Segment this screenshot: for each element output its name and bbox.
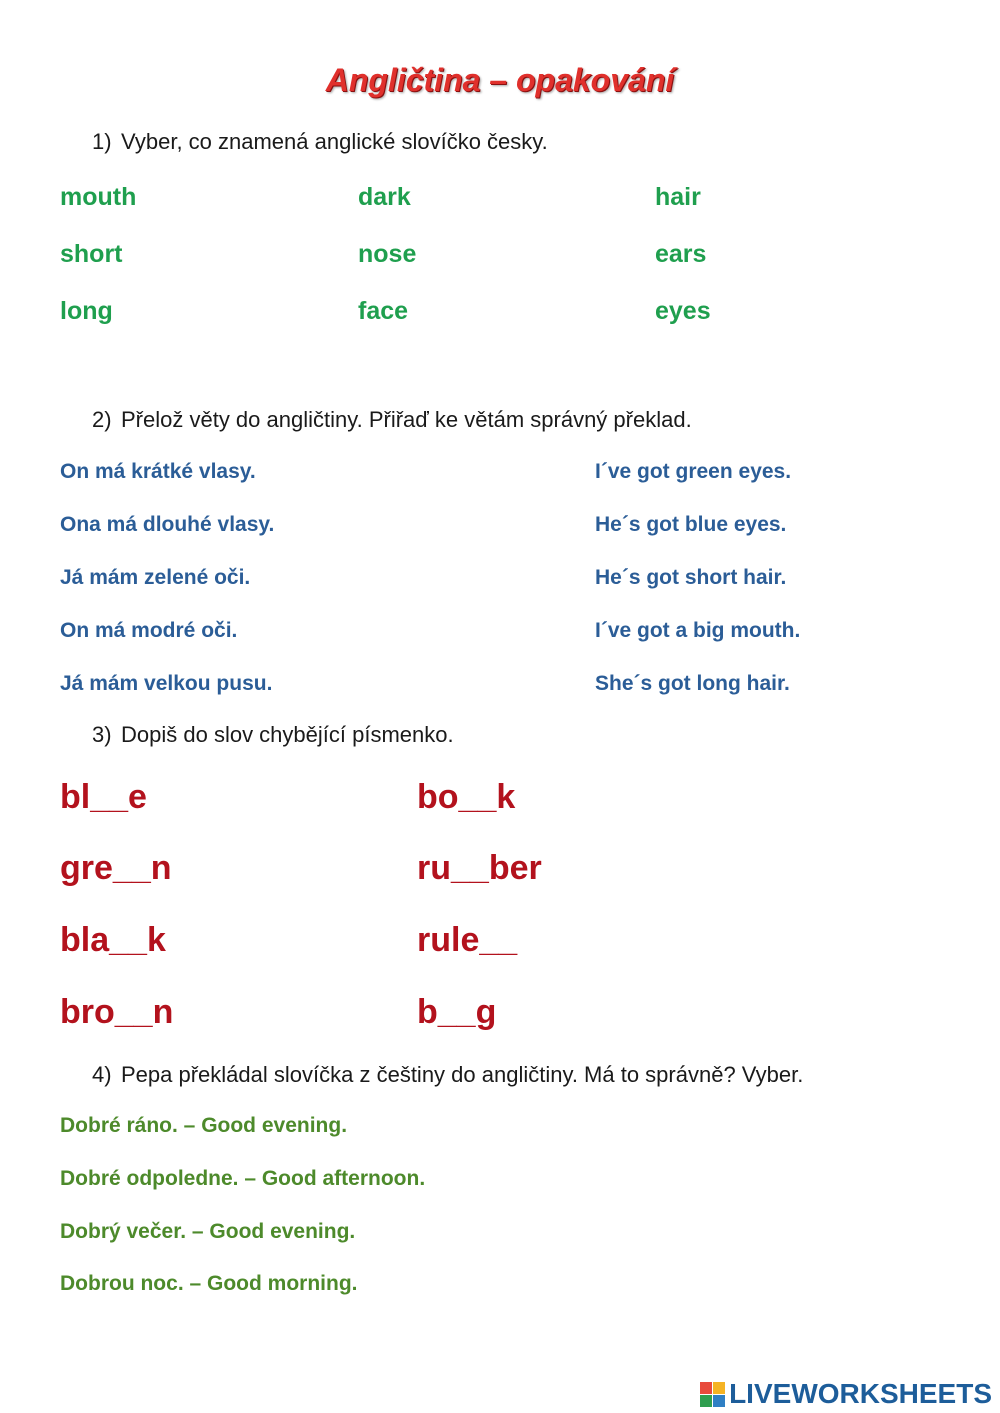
task-number: 3) — [92, 722, 112, 747]
word-option[interactable]: ears — [655, 240, 707, 268]
missing-letter-word[interactable]: bl__e — [60, 778, 147, 816]
czech-sentence[interactable]: Já mám zelené oči. — [60, 566, 251, 589]
czech-sentence[interactable]: Já mám velkou pusu. — [60, 672, 273, 695]
czech-sentence[interactable]: On má modré oči. — [60, 619, 238, 642]
english-translation[interactable]: She´s got long hair. — [595, 672, 790, 695]
task-text: Přelož věty do angličtiny. Přiřaď ke větám správný překlad. — [121, 407, 692, 432]
english-translation[interactable]: He´s got short hair. — [595, 566, 787, 589]
word-option[interactable]: nose — [358, 240, 417, 268]
task-text: Vyber, co znamená anglické slovíčko česky. — [121, 129, 548, 154]
word-option[interactable]: eyes — [655, 297, 711, 325]
english-translation[interactable]: I´ve got a big mouth. — [595, 619, 801, 642]
czech-sentence[interactable]: Ona má dlouhé vlasy. — [60, 513, 275, 536]
missing-letter-word[interactable]: bro__n — [60, 993, 174, 1031]
liveworksheets-logo — [700, 1378, 992, 1410]
task-number: 1) — [92, 129, 112, 154]
word-option[interactable]: long — [60, 297, 113, 325]
translation-item[interactable]: Dobré ráno. – Good evening. — [60, 1114, 348, 1137]
missing-letter-word[interactable]: bla__k — [60, 921, 166, 959]
missing-letter-word[interactable]: ru__ber — [417, 849, 542, 887]
missing-letter-word[interactable]: b__g — [417, 993, 497, 1031]
task-text: Dopiš do slov chybějící písmenko. — [121, 722, 454, 747]
task-4-instruction — [92, 1062, 803, 1088]
task-1-instruction — [92, 129, 548, 155]
translation-item[interactable]: Dobrou noc. – Good morning. — [60, 1272, 358, 1295]
task-number: 2) — [92, 407, 112, 432]
missing-letter-word[interactable]: gre__n — [60, 849, 172, 887]
task-3-instruction — [92, 722, 454, 748]
english-translation[interactable]: I´ve got green eyes. — [595, 460, 792, 483]
word-option[interactable]: face — [358, 297, 409, 325]
page-title: Angličtina – opakování — [325, 62, 675, 98]
word-option[interactable]: hair — [655, 183, 701, 211]
task-text: Pepa překládal slovíčka z češtiny do angličtiny. Má to správně? Vyber. — [121, 1062, 804, 1087]
translation-item[interactable]: Dobrý večer. – Good evening. — [60, 1220, 356, 1243]
translation-item[interactable]: Dobré odpoledne. – Good afternoon. — [60, 1167, 426, 1190]
logo-text: LIVEWORKSHEETS — [729, 1378, 992, 1409]
english-translation[interactable]: He´s got blue eyes. — [595, 513, 787, 536]
task-2-instruction — [92, 407, 692, 433]
czech-sentence[interactable]: On má krátké vlasy. — [60, 460, 256, 483]
word-option[interactable]: short — [60, 240, 123, 268]
missing-letter-word[interactable]: rule__ — [417, 921, 518, 959]
logo-blocks-icon — [700, 1382, 725, 1407]
missing-letter-word[interactable]: bo__k — [417, 778, 516, 816]
word-option[interactable]: mouth — [60, 183, 137, 211]
word-option[interactable]: dark — [358, 183, 411, 211]
task-number: 4) — [92, 1062, 112, 1087]
